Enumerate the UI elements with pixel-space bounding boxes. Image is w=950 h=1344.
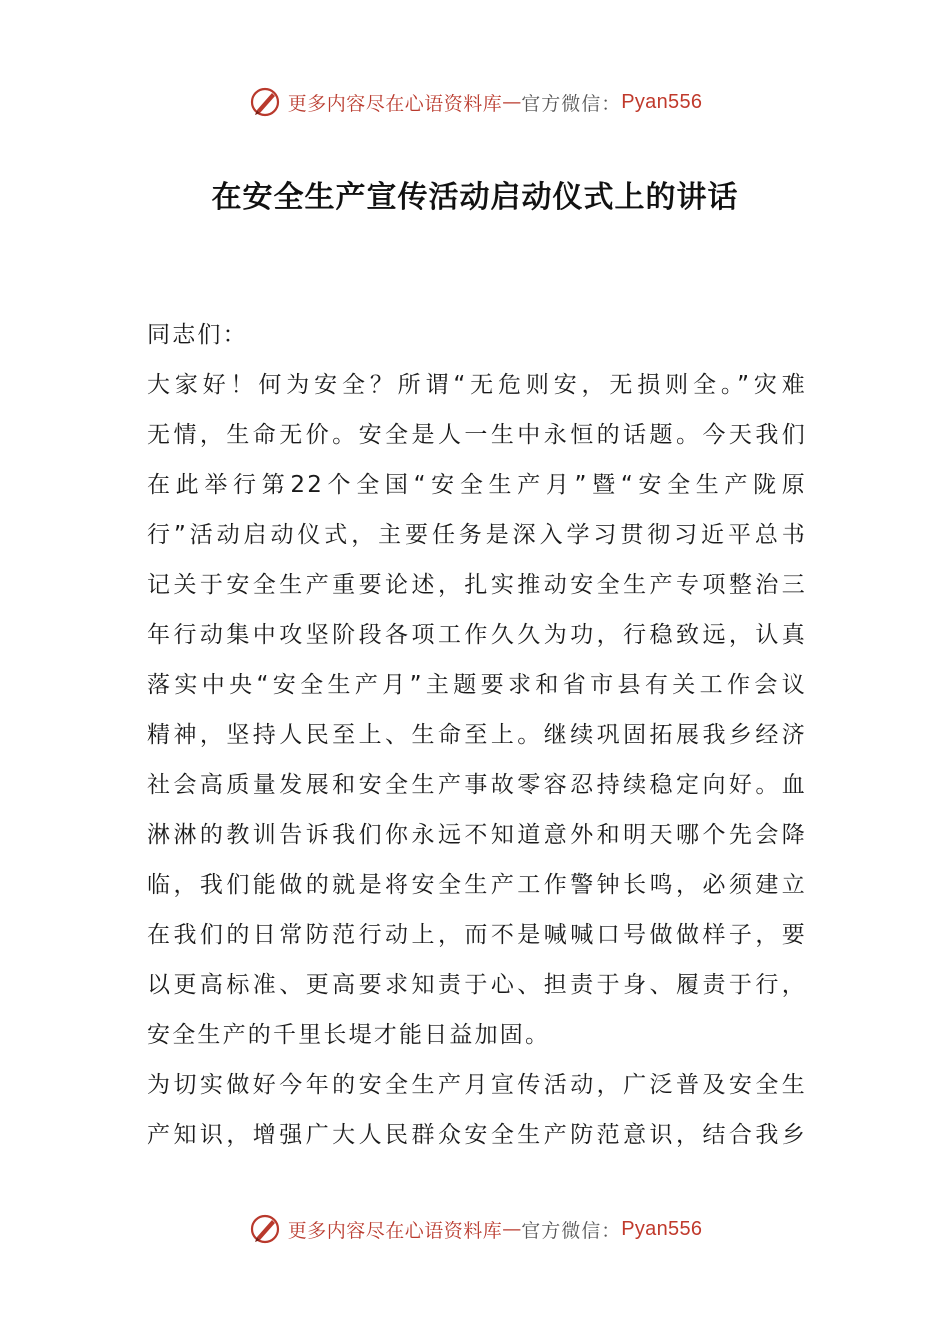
paragraph-2 xyxy=(147,1060,807,1160)
greeting-line: 同志们： xyxy=(147,322,248,348)
greeting xyxy=(147,310,807,360)
paragraph-1-line: 精神，坚持人民至上、生命至上。继续巩固拓展我乡经济 xyxy=(147,722,807,748)
banner-separator: — xyxy=(502,1218,522,1240)
banner-wechat-label: 官方微信： xyxy=(521,92,622,115)
paragraph-1-line: 年行动集中攻坚阶段各项工作久久为功，行稳致远，认真 xyxy=(147,622,807,648)
paragraph-1-line: 无情，生命无价。安全是人一生中永恒的话题。今天我们 xyxy=(147,422,807,448)
paragraph-1-line: 淋淋的教训告诉我们你永远不知道意外和明天哪个先会降 xyxy=(147,822,807,848)
paragraph-1-line: 大家好！何为安全？所谓“无危则安，无损则全。”灾难 xyxy=(147,372,807,398)
paragraph-1-line: 记关于安全生产重要论述，扎实推动安全生产专项整治三 xyxy=(147,572,807,598)
pen-circle-logo-icon xyxy=(248,85,282,119)
paragraph-1-line: 在此举行第22个全国“安全生产月”暨“安全生产陇原 xyxy=(147,472,807,498)
footer-banner xyxy=(0,1209,950,1249)
header-banner xyxy=(0,82,950,122)
banner-wechat-id: Pyan556 xyxy=(621,1217,703,1240)
pen-circle-logo-icon xyxy=(248,1212,282,1246)
document-title: 在安全生产宣传活动启动仪式上的讲话 xyxy=(211,180,739,215)
paragraph-1-line: 临，我们能做的就是将安全生产工作警钟长鸣，必须建立 xyxy=(147,872,807,898)
document-body xyxy=(147,310,807,1160)
paragraph-1-line: 以更高标准、更高要求知责于心、担责于身、履责于行， xyxy=(147,972,807,998)
banner-wechat-id: Pyan556 xyxy=(621,90,703,113)
paragraph-1-line: 落实中央“安全生产月”主题要求和省市县有关工作会议 xyxy=(147,672,807,698)
paragraph-1-line: 行”活动启动仪式，主要任务是深入学习贯彻习近平总书 xyxy=(147,522,807,548)
paragraph-2-line: 为切实做好今年的安全生产月宣传活动，广泛普及安全生 xyxy=(147,1072,807,1098)
banner-separator: — xyxy=(502,91,522,113)
banner-main-text: 更多内容尽在心语资料库 xyxy=(287,1219,503,1242)
paragraph-1-line: 安全生产的千里长堤才能日益加固。 xyxy=(147,1022,551,1048)
paragraph-2-line: 产知识，增强广大人民群众安全生产防范意识，结合我乡 xyxy=(147,1122,807,1148)
paragraph-1-line: 在我们的日常防范行动上，而不是喊喊口号做做样子，要 xyxy=(147,922,807,948)
banner-main-text: 更多内容尽在心语资料库 xyxy=(287,92,503,115)
paragraph-1 xyxy=(147,360,807,1060)
banner-wechat-label: 官方微信： xyxy=(521,1219,622,1242)
paragraph-1-line: 社会高质量发展和安全生产事故零容忍持续稳定向好。血 xyxy=(147,772,807,798)
